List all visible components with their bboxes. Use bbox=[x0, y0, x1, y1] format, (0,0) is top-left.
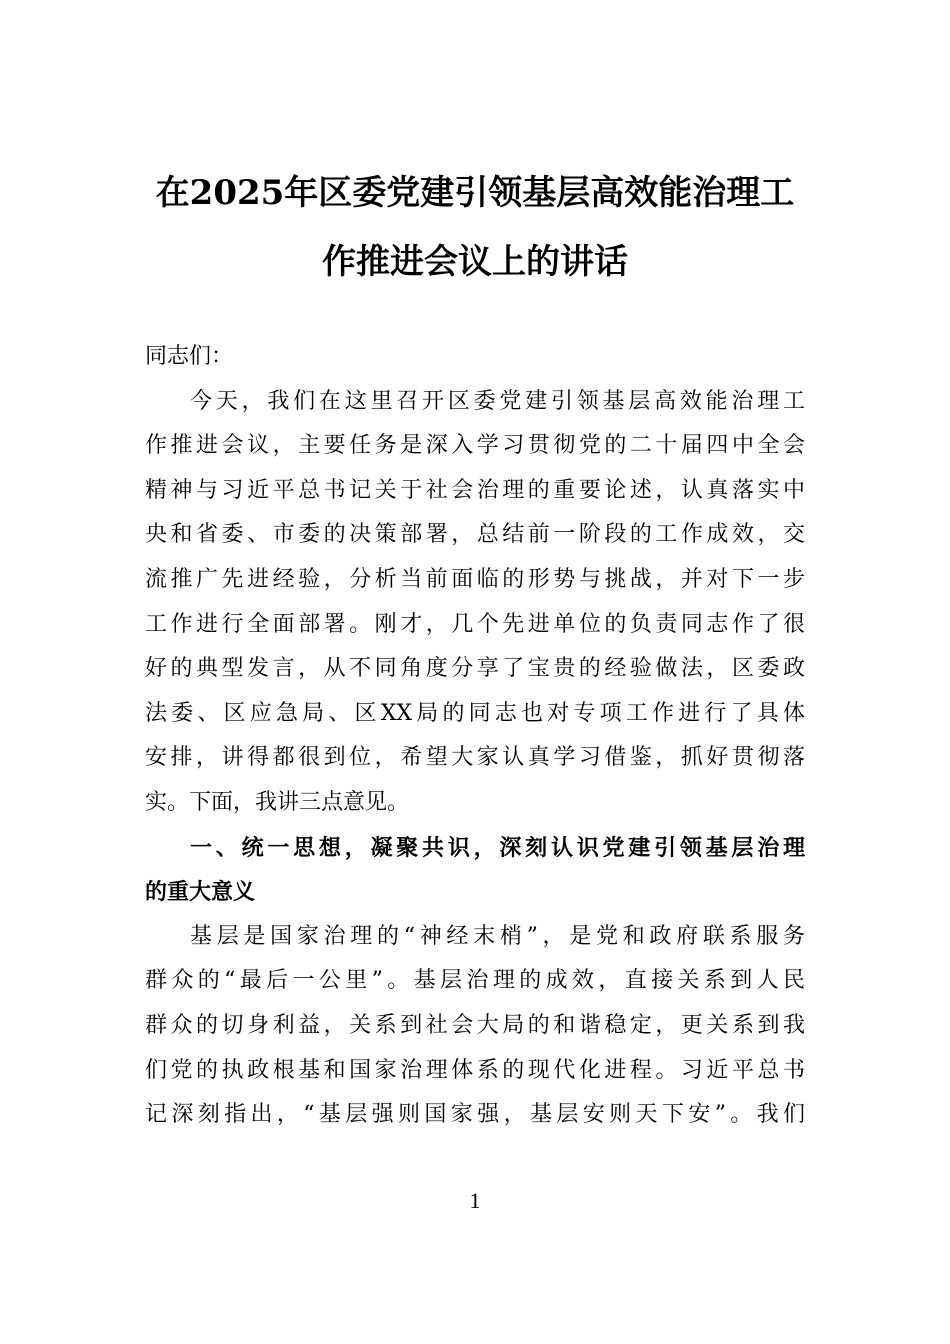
text-line: 们党的执政根基和国家治理体系的现代化进程。习近平总书 bbox=[145, 1057, 805, 1083]
text-line: 记深刻指出，“基层强则国家强，基层安则天下安”。我们 bbox=[145, 1102, 805, 1128]
text-line: 央和省委、市委的决策部署，总结前一阶段的工作成效，交 bbox=[145, 522, 805, 548]
text-line: 群众的切身利益，关系到社会大局的和谐稳定，更关系到我 bbox=[145, 1012, 805, 1038]
document-title-line-2: 作推进会议上的讲话 bbox=[322, 242, 628, 282]
text-line: 基层是国家治理的“神经末梢”，是党和政府联系服务 bbox=[190, 923, 805, 949]
paragraph bbox=[145, 380, 805, 826]
text-line: 安排，讲得都很到位，希望大家认真学习借鉴，抓好贯彻落 bbox=[145, 745, 805, 771]
text-line: 群众的“最后一公里”。基层治理的成效，直接关系到人民 bbox=[145, 968, 805, 994]
text-line: 作推进会议，主要任务是深入学习贯彻党的二十届四中全会 bbox=[145, 433, 805, 459]
text-line: 好的典型发言，从不同角度分享了宝贵的经验做法，区委政 bbox=[145, 656, 805, 682]
text-line: 一、统一思想，凝聚共识，深刻认识党建引领基层治理 bbox=[190, 834, 805, 861]
salutation bbox=[145, 335, 805, 380]
page-number: 1 bbox=[469, 1188, 481, 1213]
text-line: 工作进行全面部署。刚才，几个先进单位的负责同志作了很 bbox=[145, 611, 805, 637]
section-heading bbox=[145, 826, 805, 915]
text-line: 精神与习近平总书记关于社会治理的重要论述，认真落实中 bbox=[145, 477, 805, 503]
text-line: 流推广先进经验，分析当前面临的形势与挑战，并对下一步 bbox=[145, 566, 805, 592]
document-title-line-1: 在2025年区委党建引领基层高效能治理工 bbox=[155, 173, 795, 213]
paragraph bbox=[145, 915, 805, 1138]
text-line: 的重大意义 bbox=[145, 879, 256, 906]
text-line: 同志们： bbox=[145, 344, 234, 369]
text-line: 今天，我们在这里召开区委党建引领基层高效能治理工 bbox=[190, 388, 805, 414]
text-line: 实。下面，我讲三点意见。 bbox=[145, 789, 410, 815]
document-body bbox=[145, 335, 805, 1138]
text-line: 法委、区应急局、区XX局的同志也对专项工作进行了具体 bbox=[145, 700, 805, 726]
